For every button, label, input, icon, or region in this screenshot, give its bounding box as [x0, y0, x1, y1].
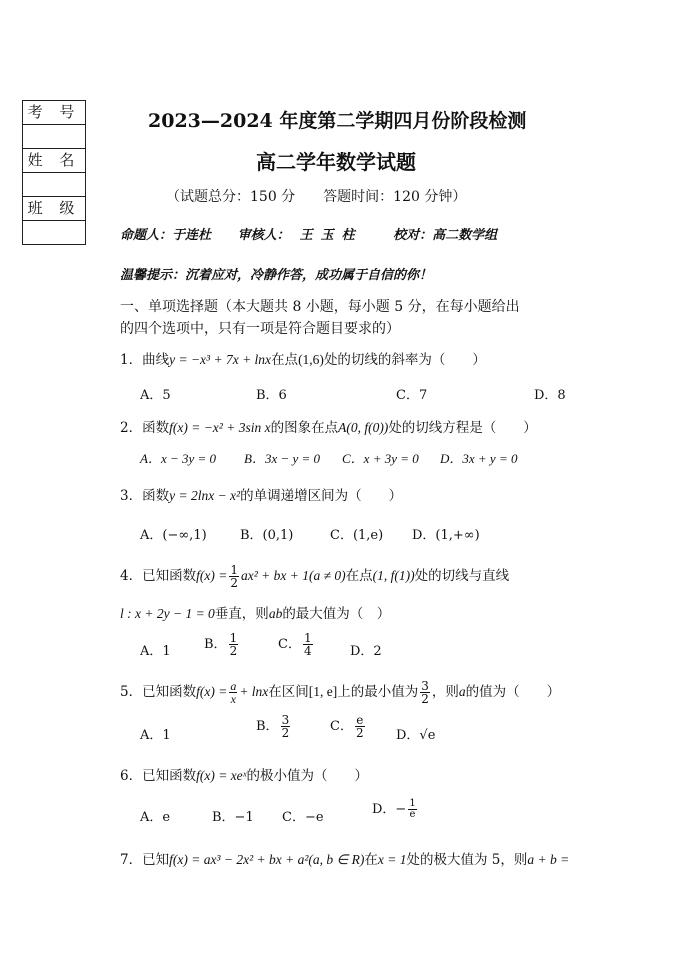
question-text: 的单调递增区间为（ ） — [240, 488, 403, 504]
exam-number-label: 考 号 — [23, 101, 85, 125]
question-number: 7． — [120, 852, 143, 868]
fraction — [229, 632, 239, 657]
proof-name: 高二数学组 — [432, 228, 498, 243]
option-c[interactable]: C．7 — [396, 388, 428, 403]
question-number: 1． — [120, 352, 143, 368]
question-text: 的最大值为（ ） — [282, 606, 391, 622]
option-b[interactable]: B．6 — [256, 388, 287, 403]
option-label: D．− — [372, 802, 407, 817]
question-text: 已知函数 — [142, 768, 197, 784]
option-a[interactable]: A．e — [140, 810, 171, 825]
question-text: 函数 — [142, 488, 170, 504]
reviewer-label: 审核人： — [237, 228, 290, 243]
name-label: 姓 名 — [23, 149, 85, 173]
question-text: 在 — [364, 852, 378, 868]
numerator: 3 — [421, 679, 429, 693]
question-text: ，则 — [431, 684, 459, 700]
option-d[interactable]: D．3x + y = 0 — [440, 451, 518, 466]
option-label: C． — [278, 637, 301, 652]
point: (1, f(1)) — [372, 568, 415, 583]
question-text: 的极小值为（ ） — [246, 768, 368, 784]
student-info-box — [22, 100, 86, 245]
option-a[interactable]: A．(−∞,1) — [140, 528, 207, 543]
option-b[interactable] — [204, 632, 240, 657]
denominator: 4 — [303, 644, 312, 658]
fraction — [408, 799, 416, 820]
fraction — [229, 564, 239, 589]
reviewer-name: 王玉柱 — [299, 228, 363, 243]
numerator: 1 — [230, 563, 238, 577]
authors-line — [120, 224, 497, 243]
denominator: 2 — [421, 692, 429, 706]
exam-info: （试题总分：150 分 答题时间：120 分钟） — [166, 189, 467, 205]
option-d[interactable]: D．8 — [534, 388, 566, 403]
option-d[interactable]: D．2 — [350, 644, 382, 659]
question-text: 在点 — [345, 568, 373, 584]
formula: ax² + bx + 1(a ≠ 0) — [240, 568, 346, 583]
question-number: 6． — [120, 768, 143, 784]
question-text: 已知 — [142, 852, 170, 868]
question-text: 函数 — [142, 420, 170, 436]
denominator: 2 — [281, 726, 290, 740]
option-a[interactable]: A．1 — [140, 728, 171, 743]
formula: y = 2lnx − x² — [169, 488, 241, 503]
exam-number-field[interactable] — [23, 125, 85, 149]
denominator: 2 — [229, 644, 238, 658]
formula: f(x) = — [196, 684, 228, 699]
variable: a — [458, 684, 466, 699]
question-text: 处的极大值为 5，则 — [406, 852, 528, 868]
point: (1,6) — [298, 352, 324, 367]
option-label: C． — [330, 719, 353, 734]
exam-title: 2023—2024 年度第二学期四月份阶段检测 — [148, 110, 527, 132]
numerator: 1 — [303, 631, 312, 645]
denominator: 2 — [230, 576, 238, 590]
fraction — [355, 714, 365, 739]
formula: f(x) = ax³ − 2x² + bx + a²(a, b ∈ R) — [169, 852, 365, 867]
question-text: 上的最小值为 — [337, 684, 419, 700]
point: x = 1 — [377, 852, 407, 867]
option-b[interactable] — [256, 714, 292, 739]
question-text: 的图象在点 — [270, 420, 339, 436]
setter-name: 于连杜 — [172, 228, 212, 243]
section-heading-line2: 的四个选项中，只有一项是符合题目要求的） — [120, 321, 400, 337]
numerator: 3 — [281, 713, 290, 727]
question-3 — [120, 484, 402, 504]
formula: f(x) = xeˣ — [196, 768, 247, 783]
option-label: B． — [256, 719, 279, 734]
option-d[interactable] — [372, 798, 419, 820]
denominator: 2 — [355, 726, 364, 740]
option-d[interactable]: D．√e — [396, 728, 436, 743]
question-number: 5． — [120, 684, 143, 700]
numerator: 1 — [229, 631, 238, 645]
point: A(0, f(0)) — [338, 420, 389, 435]
option-c[interactable]: C．(1,e) — [330, 528, 384, 543]
question-text: 处的切线的斜率为（ ） — [323, 352, 486, 368]
question-text: 处的切线与直线 — [414, 568, 510, 584]
warm-tip: 温馨提示：沉着应对，冷静作答，成功属于自信的你！ — [120, 268, 433, 283]
question-text: 已知函数 — [142, 568, 197, 584]
class-field[interactable] — [23, 221, 85, 244]
formula: ab — [268, 606, 283, 621]
option-b[interactable]: B．−1 — [212, 810, 254, 825]
fraction — [420, 680, 430, 705]
option-c[interactable] — [278, 632, 315, 657]
option-b[interactable]: B．3x − y = 0 — [244, 451, 321, 466]
name-field[interactable] — [23, 173, 85, 197]
question-text: 垂直，则 — [214, 606, 269, 622]
fraction — [281, 714, 291, 739]
option-label: B． — [204, 637, 227, 652]
fraction — [229, 680, 237, 705]
question-6 — [120, 764, 368, 784]
numerator: e — [356, 713, 364, 727]
question-text: 的值为（ ） — [465, 684, 561, 700]
denominator: e — [409, 809, 416, 820]
option-c[interactable]: C．−e — [282, 810, 324, 825]
option-c[interactable] — [330, 714, 367, 739]
formula: + lnx — [239, 684, 269, 699]
question-number: 3． — [120, 488, 143, 504]
numerator: a — [230, 679, 237, 693]
question-2 — [120, 416, 537, 436]
formula: f(x) = −x² + 3sin x — [169, 420, 271, 435]
interval: [1, e] — [308, 684, 338, 699]
option-b[interactable]: B．(0,1) — [240, 528, 294, 543]
question-text: 曲线 — [142, 352, 170, 368]
option-d[interactable]: D．(1,+∞) — [412, 528, 480, 543]
question-number: 4． — [120, 568, 143, 584]
question-number: 2． — [120, 420, 143, 436]
formula: a + b = — [527, 852, 570, 867]
question-text: 在区间 — [268, 684, 309, 700]
section-heading-line1: 一、单项选择题（本大题共 8 小题，每小题 5 分，在每小题给出 — [120, 299, 520, 315]
question-1 — [120, 348, 486, 368]
question-4 — [120, 564, 509, 589]
setter-label: 命题人： — [120, 228, 173, 243]
exam-subtitle: 高二学年数学试题 — [256, 150, 416, 174]
option-a[interactable]: A．x − 3y = 0 — [140, 451, 217, 466]
question-text: 已知函数 — [142, 684, 197, 700]
question-text: 处的切线方程是（ ） — [388, 420, 537, 436]
question-5 — [120, 680, 560, 705]
formula: f(x) = — [196, 568, 228, 583]
numerator: 1 — [409, 798, 416, 809]
option-a[interactable]: A．1 — [140, 644, 171, 659]
question-text: 在点 — [271, 352, 299, 368]
denominator: x — [230, 692, 236, 706]
proof-label: 校对： — [393, 228, 433, 243]
class-label: 班 级 — [23, 197, 85, 221]
question-4-line2 — [120, 602, 390, 622]
fraction — [303, 632, 313, 657]
option-a[interactable]: A．5 — [140, 388, 171, 403]
question-7 — [120, 848, 569, 868]
formula: y = −x³ + 7x + lnx — [169, 352, 272, 367]
option-c[interactable]: C．x + 3y = 0 — [342, 451, 419, 466]
formula: l : x + 2y − 1 = 0 — [120, 606, 215, 621]
